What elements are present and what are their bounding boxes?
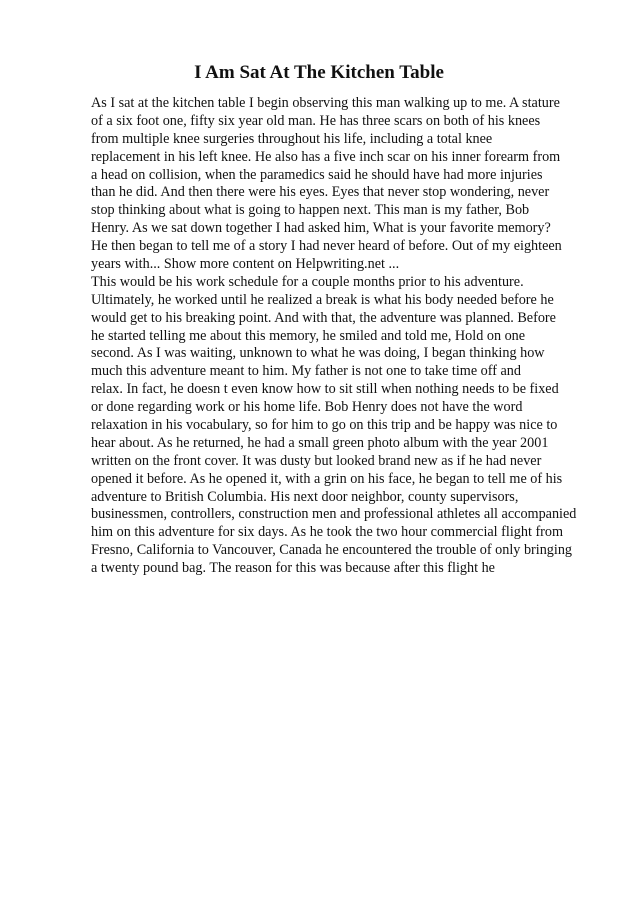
text-line: second. As I was waiting, unknown to what he was doing, I began thinking how: [91, 345, 545, 362]
text-line: relax. In fact, he doesn t even know how to sit still when nothing needs to be fixed: [91, 381, 559, 398]
text-line: hear about. As he returned, he had a small green photo album with the year 2001: [91, 434, 549, 451]
text-line: him on this adventure for six days. As he took the two hour commercial flight from: [91, 524, 564, 541]
body-text: [91, 95, 611, 578]
text-line: he started telling me about this memory, he smiled and told me, Hold on one: [91, 327, 526, 344]
text-line: of a six foot one, fifty six year old man. He has three scars on both of his knees: [91, 112, 541, 129]
text-line: adventure to British Columbia. His next door neighbor, county supervisors,: [91, 488, 519, 505]
text-line: As I sat at the kitchen table I begin observing this man walking up to me. A stature: [91, 95, 560, 111]
text-line: than he did. And then there were his eyes. Eyes that never stop wondering, never: [91, 184, 550, 201]
text-line: This would be his work schedule for a couple months prior to his adventure.: [91, 273, 524, 290]
text-line: written on the front cover. It was dusty but looked brand new as if he had never: [91, 452, 542, 469]
text-line: much this adventure meant to him. My father is not one to take time off and: [91, 363, 521, 380]
show-more-line: years with... Show more content on Helpwriting.net ...: [91, 256, 400, 273]
text-line: would get to his breaking point. And with that, the adventure was planned. Before: [91, 309, 556, 326]
text-line: Ultimately, he worked until he realized a break is what his body needed before he: [91, 291, 554, 308]
text-line: He then began to tell me of a story I had never heard of before. Out of my eighteen: [91, 238, 562, 255]
text-line: a head on collision, when the paramedics said he should have had more injuries: [91, 166, 543, 183]
text-line: Fresno, California to Vancouver, Canada he encountered the trouble of only bringing: [91, 542, 573, 559]
text-line: a twenty pound bag. The reason for this was because after this flight he: [91, 560, 495, 577]
text-line: businessmen, controllers, construction men and professional athletes all accompanied: [91, 506, 577, 523]
text-line: from multiple knee surgeries throughout his life, including a total knee: [91, 130, 493, 147]
document-title: I Am Sat At The Kitchen Table: [194, 62, 444, 83]
text-line: relaxation in his vocabulary, so for him to go on this trip and be happy was nice to: [91, 417, 558, 434]
text-line: or done regarding work or his home life. Bob Henry does not have the word: [91, 399, 523, 416]
text-line: replacement in his left knee. He also has a five inch scar on his inner forearm from: [91, 148, 561, 165]
text-line: stop thinking about what is going to happen next. This man is my father, Bob: [91, 202, 530, 219]
text-line: Henry. As we sat down together I had asked him, What is your favorite memory?: [91, 220, 551, 237]
text-line: opened it before. As he opened it, with a grin on his face, he began to tell me of his: [91, 470, 563, 487]
